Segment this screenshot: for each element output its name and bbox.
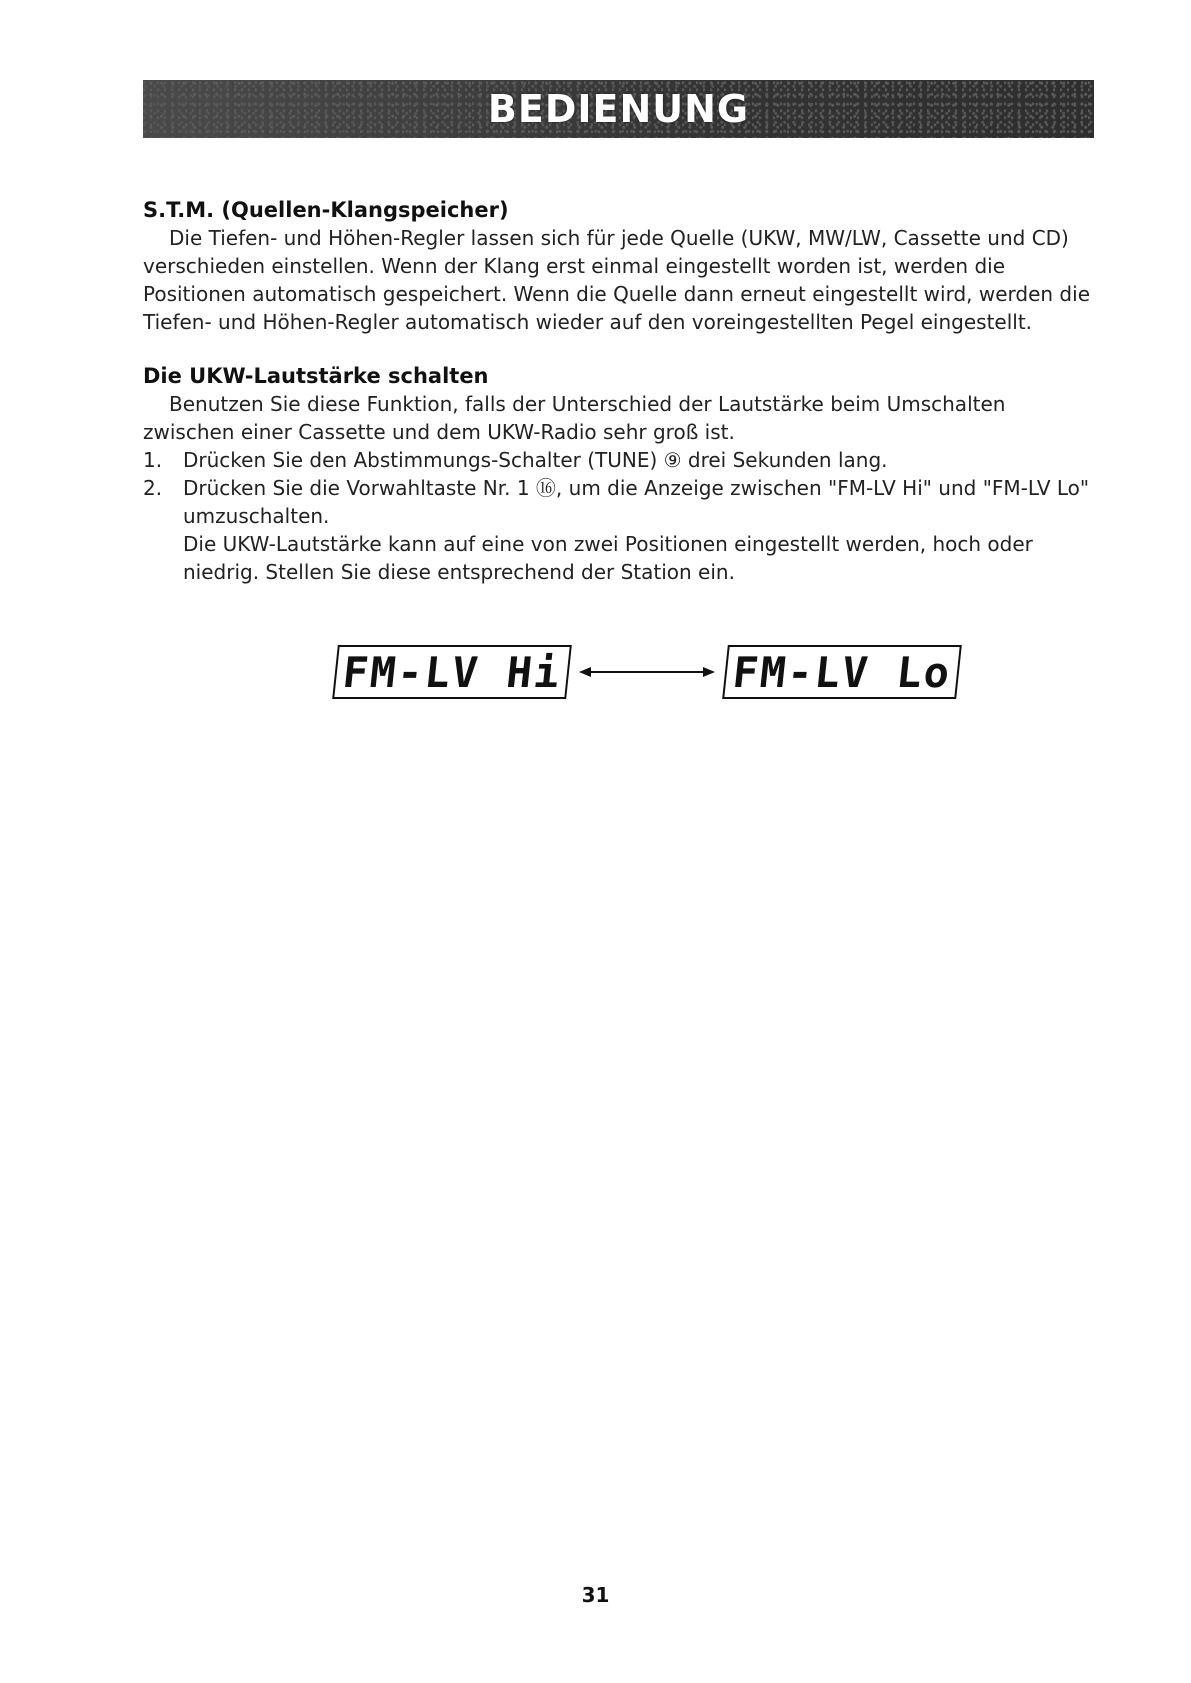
step-number: 2. (143, 476, 163, 500)
page-title: BEDIENUNG (487, 87, 750, 131)
section-heading-fm-level: Die UKW-Lautstärke schalten (143, 364, 489, 388)
lcd-display-hi: FM-LV Hi (332, 645, 572, 699)
main-content (143, 196, 1103, 612)
step-item (143, 446, 1103, 474)
section-paragraph-fm-level: Benutzen Sie diese Funktion, falls der Unterschied der Lautstärke beim Umschalten zwischen einer Cassette und dem UKW-Radio sehr groß ist. (143, 392, 1006, 444)
display-illustration (335, 645, 960, 699)
lcd-display-lo: FM-LV Lo (722, 645, 962, 699)
step-note: Die UKW-Lautstärke kann auf eine von zwei Positionen eingestellt werden, hoch oder niedrig. Stellen Sie diese entsprechend der Station ein. (183, 532, 1033, 584)
step-text: Drücken Sie die Vorwahltaste Nr. 1 ⑯, um die Anzeige zwischen "FM-LV Hi" und "FM-LV Lo" umzuschalten. (183, 476, 1090, 528)
page-number: 31 (581, 1583, 610, 1607)
double-arrow-icon (577, 662, 717, 682)
section-stm (143, 196, 1103, 336)
section-fm-level (143, 362, 1103, 586)
steps-list (143, 446, 1103, 586)
step-number: 1. (143, 448, 163, 472)
section-heading-stm: S.T.M. (Quellen-Klangspeicher) (143, 198, 509, 222)
section-header-bar (143, 80, 1094, 138)
section-paragraph-stm: Die Tiefen- und Höhen-Regler lassen sich für jede Quelle (UKW, MW/LW, Cassette und CD) verschieden einstellen. Wenn der Klang erst einmal eingestellt worden ist, werden die Positionen automatisch gespeichert. Wenn die Quelle dann erneut eingestellt wird, werden die Tiefen- und Höhen-Regler automatisch wieder auf den voreingestellten Pegel eingestellt. (143, 226, 1090, 334)
step-text: Drücken Sie den Abstimmungs-Schalter (TUNE) ⑨ drei Sekunden lang. (183, 448, 888, 472)
step-item (143, 474, 1103, 586)
